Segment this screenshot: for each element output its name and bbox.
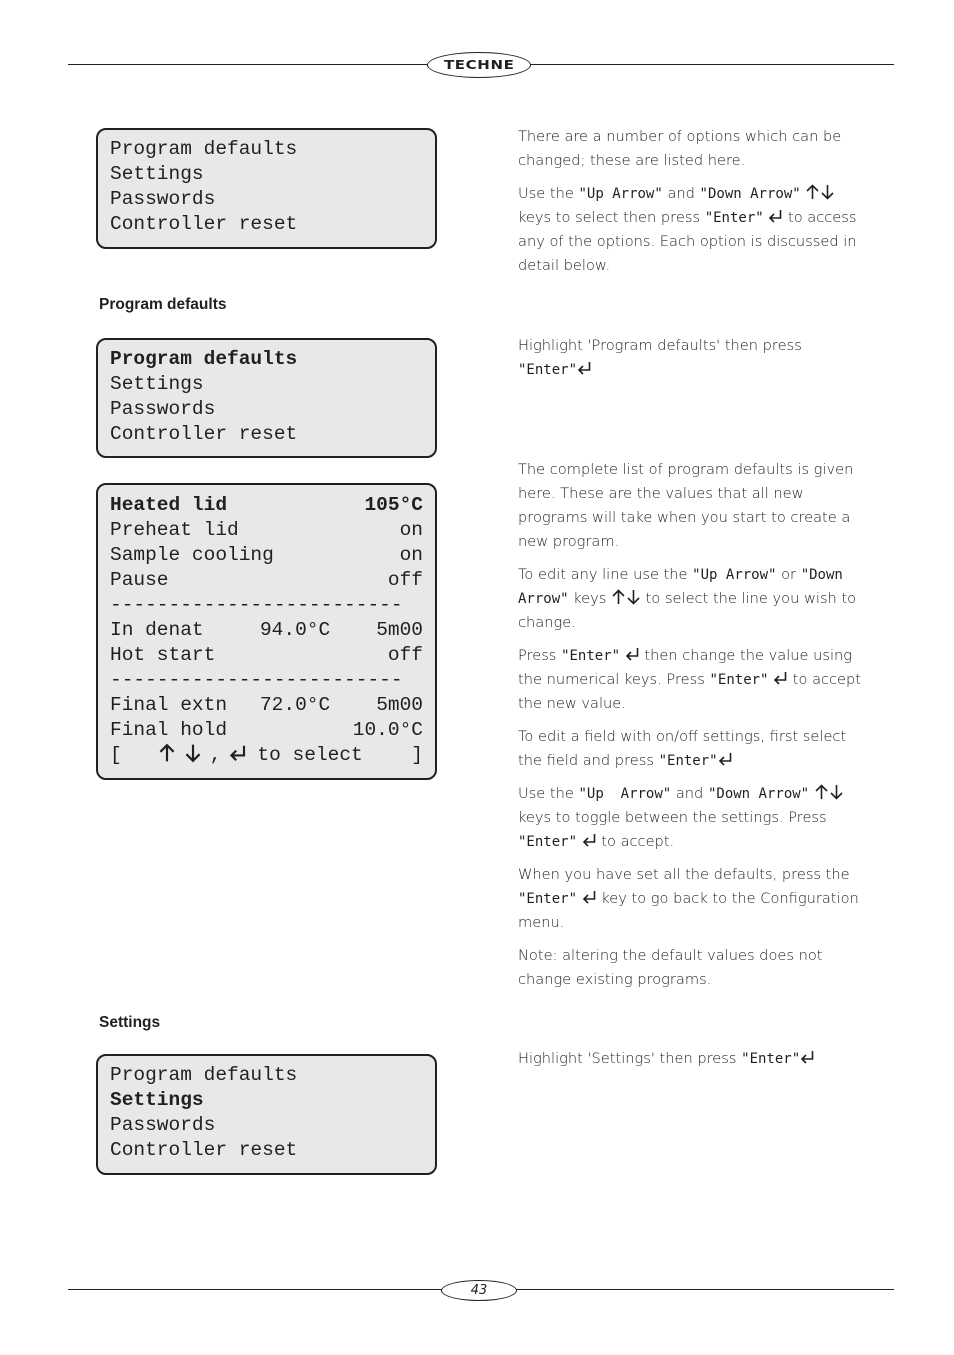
menu-line: Program defaults bbox=[110, 138, 298, 160]
enter-key-icon bbox=[768, 208, 783, 224]
logo-text: TECHNE bbox=[443, 58, 515, 72]
up-arrow-icon bbox=[158, 743, 176, 763]
enter-key-icon bbox=[625, 646, 640, 662]
program-defaults-description bbox=[518, 458, 868, 992]
lcd-program-defaults-list bbox=[96, 483, 437, 780]
defaults-separator: ------------------------- bbox=[110, 594, 403, 616]
lcd-menu-box-settings bbox=[96, 1054, 437, 1175]
down-arrow-icon bbox=[184, 743, 202, 763]
defaults-line-hot-start: Hot start off bbox=[110, 644, 423, 666]
lcd-menu-box bbox=[96, 128, 437, 249]
menu-line: Controller reset bbox=[110, 213, 298, 235]
defaults-separator: ------------------------- bbox=[110, 669, 403, 691]
menu-line: Settings bbox=[110, 373, 204, 395]
intro-paragraph-1: There are a number of options which can be changed; these are listed here. bbox=[518, 128, 842, 169]
pd-paragraph-5: Use the "Up Arrow" and "Down Arrow" keys to toggle between the settings. Press "Enter" to accept. bbox=[518, 782, 868, 854]
techne-logo bbox=[427, 52, 531, 78]
enter-key-icon bbox=[718, 751, 733, 767]
pd-paragraph-1: The complete list of program defaults is given here. These are the values that all new programs will take when you start to create a new program. bbox=[518, 461, 854, 550]
up-arrow-icon bbox=[611, 589, 626, 605]
defaults-line-heated-lid: Heated lid 105°C bbox=[110, 494, 423, 516]
defaults-line-in-denat: In denat 94.0°C 5m00 bbox=[110, 619, 423, 641]
section-heading-settings: Settings bbox=[99, 1014, 161, 1031]
defaults-footer-line: [ , to select ] bbox=[110, 744, 423, 766]
pd-paragraph-4: To edit a field with on/off settings, first select the field and press "Enter" bbox=[518, 728, 847, 769]
down-arrow-icon bbox=[626, 589, 641, 605]
menu-line-highlighted: Settings bbox=[110, 1089, 204, 1111]
enter-key-icon bbox=[773, 670, 788, 686]
lcd-menu-box-program-defaults bbox=[96, 338, 437, 458]
down-arrow-icon bbox=[829, 784, 844, 800]
defaults-line-preheat-lid: Preheat lid on bbox=[110, 519, 423, 541]
menu-line: Passwords bbox=[110, 1114, 216, 1136]
pd-paragraph-2: To edit any line use the "Up Arrow" or "Down Arrow" keys to select the line you wish to change. bbox=[518, 566, 857, 631]
enter-key-icon bbox=[582, 889, 597, 905]
section-heading-program-defaults: Program defaults bbox=[99, 296, 227, 313]
program-defaults-instruction: Highlight 'Program defaults' then press "Enter" bbox=[518, 337, 802, 378]
menu-line: Passwords bbox=[110, 188, 216, 210]
settings-instruction: Highlight 'Settings' then press "Enter" bbox=[518, 1047, 868, 1071]
intro-paragraph-2: Use the "Up Arrow" and "Down Arrow" keys to select then press "Enter" to access any of the options. Each option is discussed in detail below. bbox=[518, 185, 857, 274]
enter-key-icon bbox=[800, 1049, 815, 1065]
menu-line: Controller reset bbox=[110, 423, 298, 445]
up-arrow-icon bbox=[814, 784, 829, 800]
menu-line: Program defaults bbox=[110, 1064, 298, 1086]
page-number: 43 bbox=[441, 1280, 517, 1301]
menu-line: Passwords bbox=[110, 398, 216, 420]
down-arrow-icon bbox=[820, 184, 835, 200]
menu-line-highlighted: Program defaults bbox=[110, 348, 298, 370]
enter-key-icon bbox=[582, 832, 597, 848]
defaults-line-final-extn: Final extn 72.0°C 5m00 bbox=[110, 694, 423, 716]
menu-line: Settings bbox=[110, 163, 204, 185]
enter-key-icon bbox=[229, 743, 247, 763]
defaults-line-pause: Pause off bbox=[110, 569, 423, 591]
enter-key-icon bbox=[577, 360, 592, 376]
defaults-line-final-hold: Final hold 10.0°C bbox=[110, 719, 423, 741]
pd-paragraph-7: Note: altering the default values does not change existing programs. bbox=[518, 947, 823, 988]
pd-paragraph-3: Press "Enter" then change the value using the numerical keys. Press "Enter" to accept the new value. bbox=[518, 647, 862, 712]
up-arrow-icon bbox=[805, 184, 820, 200]
menu-line: Controller reset bbox=[110, 1139, 298, 1161]
defaults-line-sample-cooling: Sample cooling on bbox=[110, 544, 423, 566]
pd-paragraph-6: When you have set all the defaults, press the "Enter" key to go back to the Configuration menu. bbox=[518, 866, 859, 931]
intro-text bbox=[518, 125, 868, 278]
